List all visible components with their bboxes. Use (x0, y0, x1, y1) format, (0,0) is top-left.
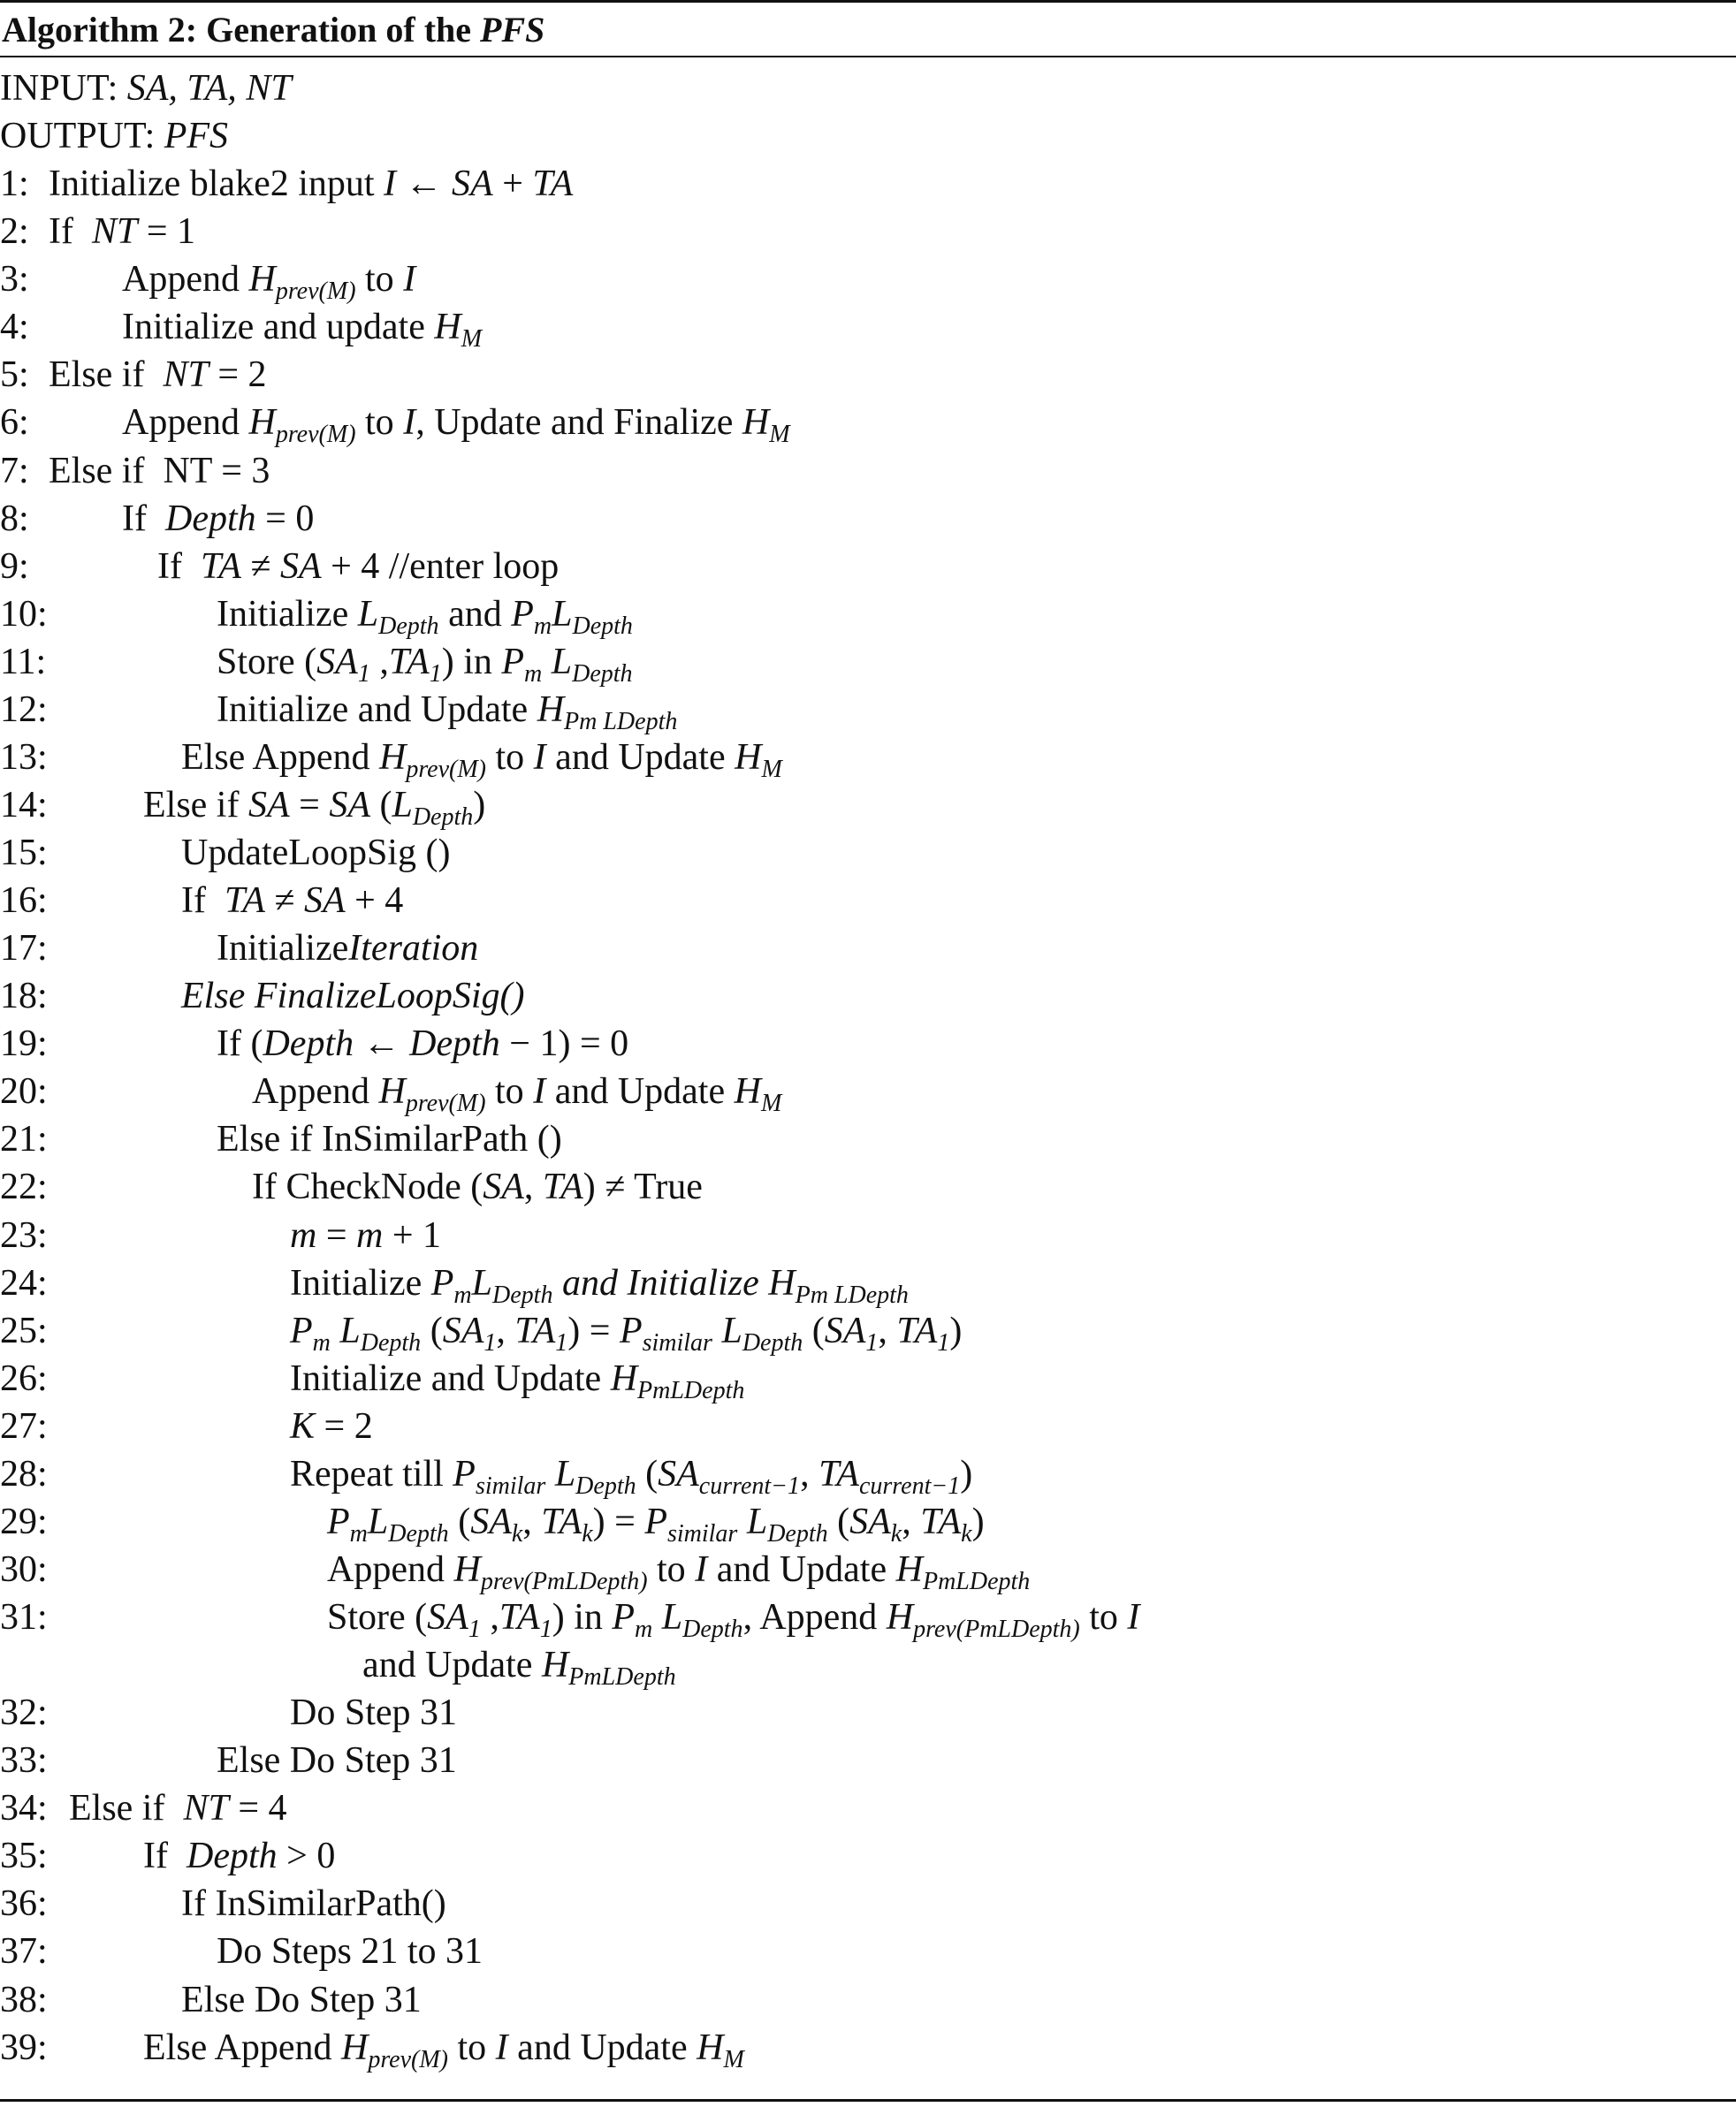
algorithm-line (0, 1403, 1736, 1450)
algorithm-line (0, 1355, 1736, 1403)
algorithm-line (0, 781, 1736, 829)
top-rule (0, 0, 1736, 3)
line-number: 9: (0, 545, 29, 587)
line-number: 33: (0, 1740, 48, 1782)
line-text: Initialize and update $H_M$ (122, 307, 483, 354)
line-text: Append $H_{prev(M)}$ to I (122, 259, 416, 306)
algorithm-line (0, 112, 1736, 160)
algorithm-line (0, 1450, 1736, 1498)
line-number: 19: (0, 1023, 48, 1065)
algorithm-title (2, 5, 544, 55)
line-text: Else Do Step 31 (217, 1740, 457, 1782)
line-number: 3: (0, 259, 29, 300)
line-text: $P_mL_{Depth}$ ($SA_k$, $TA_k) = P_{similar}$ $L_{Depth}$ ($SA_k$, $TA_k$) (327, 1501, 985, 1548)
line-number: 7: (0, 450, 29, 491)
line-text: Else if NT = 4 (69, 1788, 287, 1829)
algorithm-line (0, 1594, 1736, 1641)
line-text: If TA ≠ SA + 4 //enter loop (157, 545, 560, 587)
line-number: 35: (0, 1836, 48, 1877)
line-text: Append $H_{prev(M)}$ to I, Update and Finalize $H_M$ (122, 402, 790, 449)
line-number: 12: (0, 688, 48, 730)
algorithm-line (0, 972, 1736, 1020)
line-number: 15: (0, 833, 48, 873)
algorithm-line (0, 1641, 1736, 1692)
line-text: OUTPUT: PFS (0, 116, 229, 157)
line-text: Else if NT = 2 (49, 354, 267, 396)
line-number: 13: (0, 736, 48, 778)
line-number: 2: (0, 211, 29, 253)
line-number: 4: (0, 307, 29, 348)
algorithm-title-prefix: Algorithm 2: Generation of the (2, 10, 481, 49)
line-number: 29: (0, 1501, 48, 1542)
algorithm-line (0, 351, 1736, 399)
line-number: 24: (0, 1262, 48, 1304)
line-text: Store ($SA_1$ $,TA_1$) in $P_m$ $L_{Depth}$, Append $H_{prev(PmLDepth)}$ to I (327, 1597, 1140, 1643)
algorithm-line (0, 1928, 1736, 1975)
algorithm-line (0, 1546, 1736, 1594)
line-text: Initialize and Update $H_{PmLDepth}$ (290, 1358, 745, 1404)
line-number: 17: (0, 928, 48, 970)
line-text: Else if InSimilarPath () (217, 1119, 562, 1160)
line-text: If Depth = 0 (122, 498, 315, 539)
algorithm-line (0, 1832, 1736, 1880)
line-number: 16: (0, 880, 48, 922)
line-text: Repeat till $P_{similar}$ $L_{Depth}$ ($SA_{current-1}$, $TA_{current-1}$) (290, 1453, 973, 1500)
line-text: If (Depth ← Depth − 1) = 0 (217, 1023, 629, 1065)
line-number: 38: (0, 1979, 48, 2020)
algorithm-line (0, 1976, 1736, 2024)
algorithm-line (0, 1259, 1736, 1307)
line-number: 1: (0, 164, 29, 205)
line-text: UpdateLoopSig () (181, 833, 451, 873)
line-number: 22: (0, 1167, 48, 1208)
algorithm-line (0, 829, 1736, 877)
line-number: 8: (0, 498, 29, 539)
algorithm-line (0, 1689, 1736, 1737)
algorithm-line (0, 1784, 1736, 1832)
bottom-rule (0, 2099, 1736, 2102)
line-number: 37: (0, 1931, 48, 1973)
line-text: Store ($SA_1$ $,TA_1$) in $P_m$ $L_{Depth}$ (217, 641, 633, 688)
line-text: If TA ≠ SA + 4 (181, 880, 404, 922)
line-text: Initialize and Update $H_{Pm LDepth}$ (217, 688, 678, 735)
line-number: 32: (0, 1692, 48, 1734)
algorithm-line (0, 1307, 1736, 1355)
line-text: InitializeIteration (217, 928, 479, 970)
line-text: Append $H_{prev(PmLDepth)}$ to I and Update $H_{PmLDepth}$ (327, 1548, 1031, 1595)
line-text: Initialize $L_{Depth}$ and $P_mL_{Depth}$ (217, 593, 633, 640)
algorithm-line (0, 877, 1736, 924)
line-number: 26: (0, 1358, 48, 1399)
algorithm-line (0, 1020, 1736, 1068)
line-number: 5: (0, 354, 29, 396)
algorithm-line (0, 1068, 1736, 1118)
line-text: If CheckNode (SA, TA) ≠ True (252, 1167, 703, 1208)
algorithm-line (0, 65, 1736, 112)
line-number: 27: (0, 1405, 48, 1447)
algorithm-line (0, 734, 1736, 781)
line-text: m = m + 1 (290, 1214, 442, 1256)
line-number: 31: (0, 1597, 48, 1638)
algorithm-line (0, 1498, 1736, 1546)
line-number: 36: (0, 1883, 48, 1925)
line-text: K = 2 (290, 1405, 373, 1447)
line-number: 28: (0, 1453, 48, 1495)
title-rule (0, 56, 1736, 57)
line-text: If InSimilarPath() (181, 1883, 446, 1925)
algorithm-line (0, 208, 1736, 255)
line-text: Else Append $H_{prev(M)}$ to I and Update $H_M$ (181, 736, 782, 783)
line-number: 34: (0, 1788, 48, 1829)
algorithm-line (0, 924, 1736, 972)
algorithm-line (0, 543, 1736, 590)
line-text: Else Append $H_{prev(M)}$ to I and Update $H_M$ (143, 2027, 744, 2073)
line-text: Else if NT = 3 (49, 450, 270, 491)
algorithm-line (0, 2024, 1736, 2072)
algorithm-line (0, 1880, 1736, 1928)
algorithm-line (0, 255, 1736, 306)
line-text: If Depth > 0 (143, 1836, 336, 1877)
line-text: and Update $H_{PmLDepth}$ (362, 1645, 676, 1692)
line-text: Do Steps 21 to 31 (217, 1931, 483, 1973)
line-number: 6: (0, 402, 29, 444)
line-number: 10: (0, 593, 48, 635)
line-text: Append $H_{prev(M)}$ to I and Update $H_M$ (252, 1071, 782, 1118)
line-number: 30: (0, 1548, 48, 1590)
line-text: Else if SA = SA $(L_{Depth})$ (143, 784, 486, 831)
line-number: 18: (0, 976, 48, 1017)
algorithm-line (0, 447, 1736, 495)
line-number: 21: (0, 1119, 48, 1160)
line-text: INPUT: SA, TA, NT (0, 68, 292, 109)
algorithm-line (0, 399, 1736, 449)
line-number: 20: (0, 1071, 48, 1113)
line-text: Initialize blake2 input I ← SA + TA (49, 164, 574, 205)
line-text: $P_m$ $L_{Depth}$ ($SA_1$, $TA_1) = P_{similar}$ $L_{Depth}$ ($SA_1$, $TA_1$) (290, 1310, 963, 1357)
algorithm-line (0, 1212, 1736, 1259)
line-text: If NT = 1 (49, 211, 196, 253)
line-number: 39: (0, 2027, 48, 2068)
algorithm-line (0, 638, 1736, 686)
line-number: 11: (0, 641, 47, 682)
algorithm-title-name: PFS (480, 10, 545, 49)
line-text: Initialize $P_mL_{Depth}$ and Initialize $H_{Pm LDepth}$ (290, 1262, 909, 1309)
line-text: Else FinalizeLoopSig() (181, 976, 525, 1017)
algorithm-line (0, 1115, 1736, 1163)
algorithm-line (0, 1163, 1736, 1211)
line-number: 23: (0, 1214, 48, 1256)
algorithm-line (0, 590, 1736, 638)
algorithm-line (0, 303, 1736, 354)
line-number: 14: (0, 784, 48, 825)
algorithm-line (0, 686, 1736, 734)
line-number: 25: (0, 1310, 48, 1351)
algorithm-line (0, 1737, 1736, 1784)
algorithm-body (0, 65, 1736, 2072)
line-text: Else Do Step 31 (181, 1979, 422, 2020)
line-text: Do Step 31 (290, 1692, 457, 1734)
algorithm-line (0, 160, 1736, 208)
algorithm-line (0, 495, 1736, 543)
